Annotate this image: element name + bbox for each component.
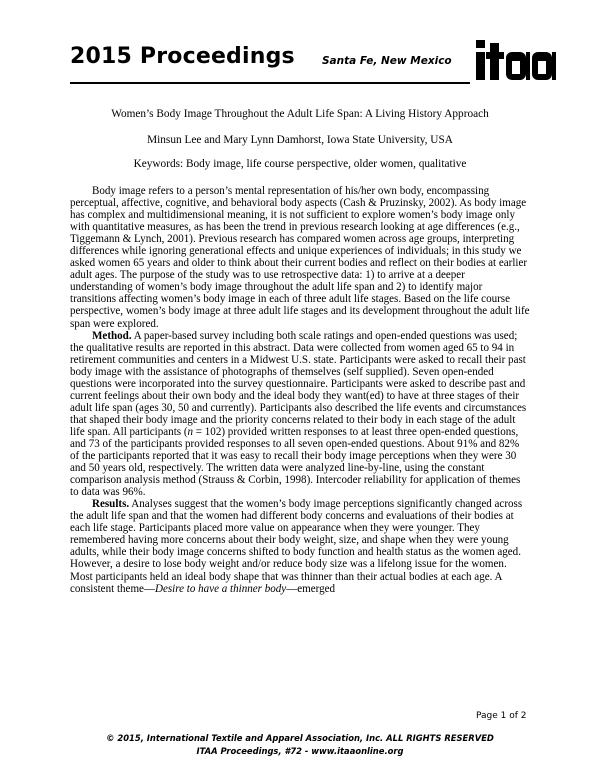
method-text-a: A paper-based survey including both scale ratings and open-ended questions was used; the qualitative results are reported in this abstract. Data were collected from women aged 65 to 94 in retirement communities and centers in a Midwest U.S. state. Participants were asked to recall their past body image with the assistance of photographs of themselves (self supplied). Seven open-ended questions were incorporated into the survey questionnaire. Participants were asked to describe past and current feelings about their own body and the ideal body they want(ed) to have at three stages of their adult life span (ages 30, 50 and currently). Participants also described the life events and circumstances that shaped their body image and the priority concerns related to their body in each stage of the adult life span. All participants ( bbox=[70, 329, 527, 438]
paper-title: Women’s Body Image Throughout the Adult Life Span: A Living History Approach bbox=[111, 108, 489, 120]
results-text-a: Analyses suggest that the women’s body image perceptions significantly changed across the adult life span and that the women had different body concerns and evaluations of their bodies at each life stage. Participants placed more value on appearance when they were younger. They remembered having more concerns about their body weight, size, and shape when they were young adults, while their body image concerns shifted to body function and health status as the women aged. However, a desire to lose body weight and/or reduce body size was a lifelong issue for the women. Most participants held an ideal body shape that was thinner than their actual bodies at each age. A consistent theme— bbox=[70, 498, 523, 595]
method-text-b: = 102) provided written responses to at least three open-ended questions, and 73 of the participants provided responses to all seven open-ended questions. About 91% and 82% of the participants reported that it was easy to recall their body image perceptions when they were 30 and 50 years old, respectively. The written data were analyzed line-by-line, using the constant comparison analysis method (Strauss & Corbin, 1998). Intercoder reliability for application of themes to data was 96%. bbox=[70, 425, 521, 499]
method-paragraph bbox=[70, 330, 530, 499]
proceedings-title: 2015 Proceedings bbox=[70, 44, 295, 69]
method-heading: Method. bbox=[92, 329, 132, 342]
results-paragraph bbox=[70, 498, 530, 594]
conference-location: Santa Fe, New Mexico bbox=[322, 55, 452, 67]
itaa-logo bbox=[474, 37, 556, 83]
paper-keywords: Keywords: Body image, life course perspective, older women, qualitative bbox=[133, 158, 467, 170]
paper-authors: Minsun Lee and Mary Lynn Damhorst, Iowa State University, USA bbox=[147, 134, 453, 146]
results-theme: Desire to have a thinner body bbox=[154, 582, 287, 595]
method-n: n bbox=[187, 425, 194, 438]
results-heading: Results. bbox=[92, 498, 130, 511]
intro-paragraph: Body image refers to a person’s mental representation of his/her own body, encompassing perceptual, affective, cognitive, and behavioral body aspects (Cash & Pruzinsky, 2002). As body image has complex and multidimensional meaning, it is not sufficient to explore women’s body image only with quantitative measures, as has been the trend in previous research looking at age differences (e.g., Tiggemann & Lynch, 2001). Previous research has compared women across age groups, interpreting differences while ignoring generational effects and unique experiences of individuals; in this study we asked women 65 years and older to think about their current bodies and reflect on their bodies at earlier adult ages. The purpose of the study was to use retrospective data: 1) to arrive at a deeper understanding of women’s body image throughout the adult life span and 2) to identify major transitions affecting women’s body image in each of three adult life stages. Based on the life course perspective, women’s body image at three adult life stages and its development throughout the adult life span were explored. bbox=[70, 185, 530, 330]
results-text-b: —emerged bbox=[286, 582, 336, 595]
header-rule bbox=[70, 82, 470, 84]
abstract-body bbox=[70, 185, 530, 595]
proceedings-link-line: ITAA Proceedings, #72 - www.itaaonline.org bbox=[196, 746, 404, 756]
page-number: Page 1 of 2 bbox=[476, 711, 527, 721]
copyright-line: © 2015, International Textile and Apparel Association, Inc. ALL RIGHTS RESERVED bbox=[106, 733, 494, 743]
itaa-logo-graphic bbox=[474, 37, 556, 83]
